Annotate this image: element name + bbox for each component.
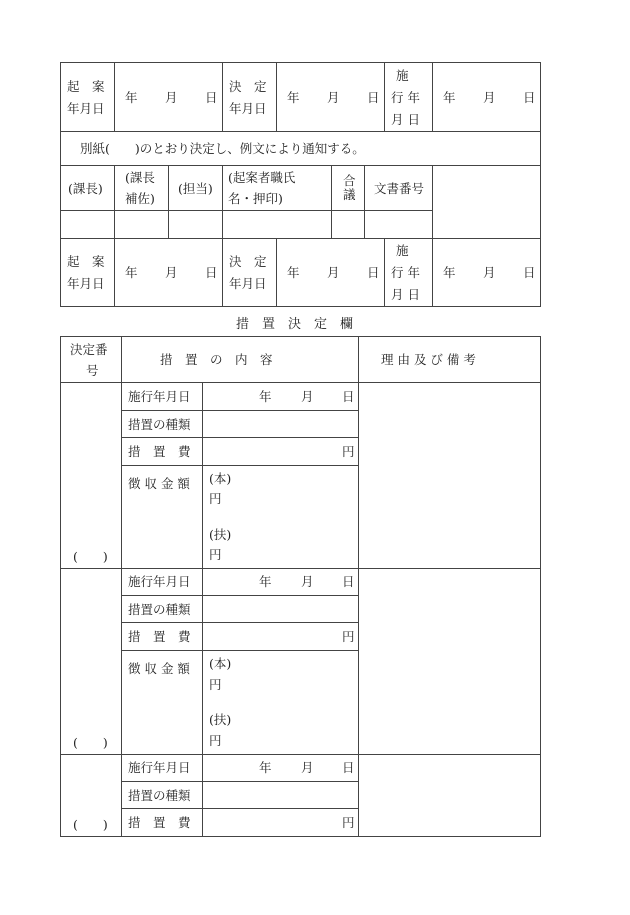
col-reason-header [358, 336, 541, 383]
kian-label-cell [60, 62, 115, 132]
hi-label-text-3: 措 置 費 [128, 815, 191, 830]
col-contents-label: 措 置 の 内 容 [160, 352, 273, 367]
shurui-label-text-3: 措置の種類 [128, 788, 191, 803]
bunsho-bango-cell [364, 165, 433, 211]
col-decision-no-header [60, 336, 122, 383]
g3-year: 年 [259, 760, 272, 775]
notice-cell [60, 131, 541, 166]
col-reason-label: 理 由 及 び 備 考 [381, 352, 476, 367]
hon-label-1: (本) [209, 471, 232, 486]
hi-value-2[interactable] [202, 622, 359, 651]
notice-text: 別紙( )のとおり決定し、例文により通知する。 [80, 141, 365, 156]
kettei-day-2: 日 [367, 265, 380, 280]
kettei-month: 月 [327, 90, 340, 105]
shiko-value-1[interactable] [202, 382, 359, 411]
shiko-label-cell [384, 62, 433, 132]
shiko-year-2: 年 [443, 265, 456, 280]
shurui-label-text-1: 措置の種類 [128, 417, 191, 432]
shiko-label-text-1: 施行年月日 [128, 389, 191, 404]
kettei-date-cell-2[interactable] [276, 238, 385, 307]
chosyu-label-2 [121, 650, 203, 755]
shiko-value-2[interactable] [202, 568, 359, 596]
kettei-label-2-1: 決 定 [229, 254, 267, 269]
col-contents-header [121, 336, 359, 383]
shurui-value-1[interactable] [202, 410, 359, 438]
shiko-month-2: 月 [483, 265, 496, 280]
kettei-year-2: 年 [287, 265, 300, 280]
fu-label-2: (扶) [209, 712, 232, 727]
shiko-label-cell-2 [384, 238, 433, 307]
shiko-day: 日 [523, 90, 536, 105]
kiansha-seal[interactable] [222, 210, 332, 239]
kian-day: 日 [205, 90, 218, 105]
shiko-label-2-1: 施 [396, 243, 409, 258]
shurui-label-text-2: 措置の種類 [128, 602, 191, 617]
section-title: 措 置 決 定 欄 [236, 317, 354, 332]
hi-yen-1: 円 [342, 444, 355, 459]
tanto-label: (担当) [178, 181, 213, 196]
chosyu-label-1 [121, 465, 203, 569]
aigi-1: 合 [343, 173, 356, 188]
chosyu-label-text-1: 徴 収 金 額 [128, 476, 190, 491]
kettei-label-1: 決 定 [229, 79, 267, 94]
kettei-label-2-2: 年月日 [229, 276, 267, 291]
kettei-label-cell-2 [222, 238, 277, 307]
shurui-label-1 [121, 410, 203, 438]
shiko-label-3: 月 日 [391, 112, 420, 127]
kettei-label-cell [222, 62, 277, 132]
shiko-label-text-2: 施行年月日 [128, 574, 191, 589]
shiko-month: 月 [483, 90, 496, 105]
kacho-hosa-2: 補佐) [125, 191, 155, 206]
kian-month-2: 月 [165, 265, 178, 280]
decision-no-paren-2: ( ) [73, 735, 108, 750]
shurui-label-2 [121, 595, 203, 623]
reason-cell-2[interactable] [358, 568, 541, 755]
kacho-hosa-seal[interactable] [114, 210, 169, 239]
hi-label-3 [121, 808, 203, 837]
g1-day: 日 [342, 389, 355, 404]
shiko-label-text-3: 施行年月日 [128, 760, 191, 775]
g1-month: 月 [301, 389, 314, 404]
hi-label-text-1: 措 置 費 [128, 444, 191, 459]
fu-label-1: (扶) [209, 527, 232, 542]
g2-day: 日 [342, 574, 355, 589]
hi-label-1 [121, 437, 203, 466]
hi-value-3[interactable] [202, 808, 359, 837]
aigi-cell [331, 165, 365, 211]
kettei-day: 日 [367, 90, 380, 105]
kian-date-cell-2[interactable] [114, 238, 223, 307]
hon-yen-2: 円 [209, 677, 222, 692]
decision-no-paren-1: ( ) [73, 549, 108, 564]
bunsho-bango-seal[interactable] [364, 210, 433, 239]
shiko-date-cell[interactable] [432, 62, 541, 132]
g3-day: 日 [342, 760, 355, 775]
shurui-value-3[interactable] [202, 781, 359, 809]
kiansha-cell [222, 165, 332, 211]
shiko-value-3[interactable] [202, 754, 359, 782]
shiko-date-cell-2[interactable] [432, 238, 541, 307]
shiko-label-2 [121, 568, 203, 596]
shiko-day-2: 日 [523, 265, 536, 280]
shiko-label-1: 施 [396, 68, 409, 83]
chosyu-value-1[interactable] [202, 465, 359, 569]
col-decision-no-1: 決定番 [70, 342, 108, 357]
kacho-seal[interactable] [60, 210, 115, 239]
kettei-month-2: 月 [327, 265, 340, 280]
kacho-label: (課長) [68, 181, 103, 196]
kian-year-2: 年 [125, 265, 138, 280]
shiko-year: 年 [443, 90, 456, 105]
kian-label-2-1: 起 案 [67, 254, 105, 269]
reason-cell-1[interactable] [358, 382, 541, 569]
decision-no-cell-1[interactable] [60, 382, 122, 569]
fu-yen-1: 円 [209, 547, 222, 562]
shurui-label-3 [121, 781, 203, 809]
hi-label-2 [121, 622, 203, 651]
chosyu-label-text-2: 徴 収 金 額 [128, 661, 190, 676]
hi-value-1[interactable] [202, 437, 359, 466]
shurui-value-2[interactable] [202, 595, 359, 623]
kian-date-cell[interactable] [114, 62, 223, 132]
kiansha-2: 名・押印) [228, 191, 283, 206]
tanto-seal[interactable] [168, 210, 223, 239]
decision-no-cell-3[interactable] [60, 754, 122, 837]
kettei-date-cell[interactable] [276, 62, 385, 132]
kian-day-2: 日 [205, 265, 218, 280]
g1-year: 年 [259, 389, 272, 404]
kian-label-1: 起 案 [67, 79, 105, 94]
kacho-cell [60, 165, 115, 211]
hi-yen-2: 円 [342, 629, 355, 644]
kettei-year: 年 [287, 90, 300, 105]
reason-cell-3[interactable] [358, 754, 541, 837]
kacho-hosa-1: (課長 [125, 170, 155, 185]
kettei-label-2: 年月日 [229, 101, 267, 116]
kian-label-cell-2 [60, 238, 115, 307]
bunsho-bango-value-cell[interactable] [432, 165, 541, 239]
kian-month: 月 [165, 90, 178, 105]
hi-yen-3: 円 [342, 815, 355, 830]
fu-yen-2: 円 [209, 733, 222, 748]
shiko-label-2-2: 行 年 [391, 265, 420, 280]
decision-no-cell-2[interactable] [60, 568, 122, 755]
aigi-2: 議 [343, 187, 356, 202]
col-decision-no-2: 号 [86, 363, 99, 378]
shiko-label-2: 行 年 [391, 90, 420, 105]
shiko-label-1 [121, 382, 203, 411]
hon-yen-1: 円 [209, 491, 222, 506]
kacho-hosa-cell [114, 165, 169, 211]
aigi-seal[interactable] [331, 210, 365, 239]
g2-month: 月 [301, 574, 314, 589]
shiko-label-3 [121, 754, 203, 782]
decision-no-paren-3: ( ) [73, 817, 108, 832]
bunsho-bango-label: 文書番号 [374, 181, 425, 196]
g2-year: 年 [259, 574, 272, 589]
g3-month: 月 [301, 760, 314, 775]
kian-year: 年 [125, 90, 138, 105]
tanto-cell [168, 165, 223, 211]
kian-label-2-2: 年月日 [67, 276, 105, 291]
kian-label-2: 年月日 [67, 101, 105, 116]
chosyu-value-2[interactable] [202, 650, 359, 755]
hi-label-text-2: 措 置 費 [128, 629, 191, 644]
shiko-label-2-3: 月 日 [391, 287, 420, 302]
hon-label-2: (本) [209, 656, 232, 671]
kiansha-1: (起案者職氏 [228, 170, 296, 185]
